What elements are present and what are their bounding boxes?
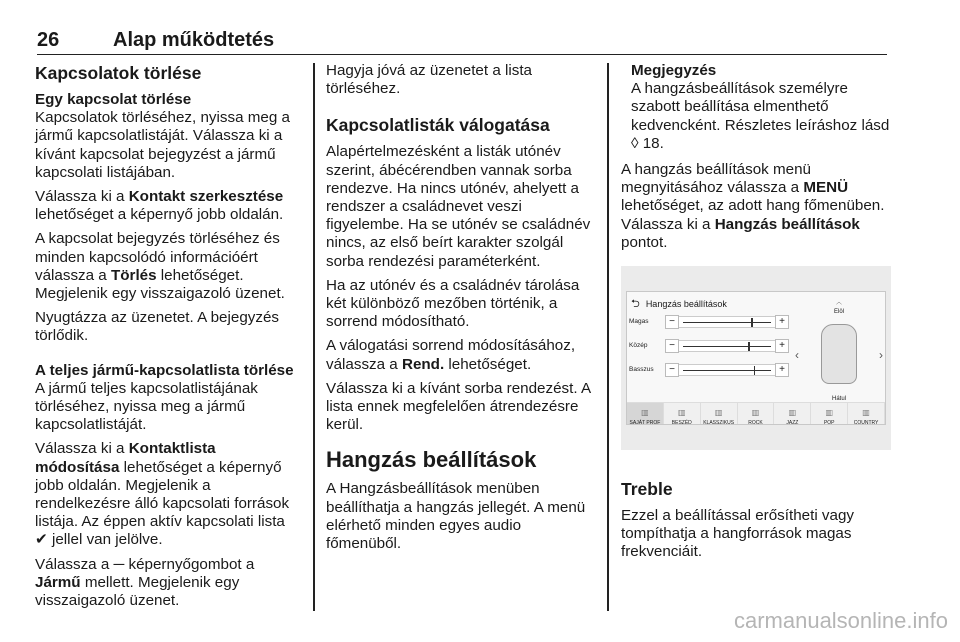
minus-icon: ─ (113, 555, 125, 573)
note-text: A hangzásbeállítások személyre szabott beállítása elmenthető kedvencként. Részletes leíráshoz lásd ◊ 18. (631, 80, 890, 152)
checkmark-icon: ✔ (35, 531, 48, 549)
sound-settings-screenshot (621, 266, 891, 450)
eq-slider-row (629, 338, 789, 354)
balance-fader-panel (793, 294, 885, 412)
section-title: Kapcsolatok törlése (35, 63, 202, 83)
preset-button[interactable]: ▥ SAJÁT PROF (627, 403, 664, 424)
subsection-title: A teljes jármű-kapcsolatlista törlése (35, 361, 294, 379)
chapter-title: Alap működtetés (113, 29, 275, 51)
paragraph: Válassza ki a kívánt sorba rendezést. A lista ennek megfelelően átrendezésre kerül. (326, 379, 591, 434)
column-1 (35, 62, 301, 616)
chevron-right-icon[interactable]: › (879, 348, 883, 363)
paragraph: A Hangzásbeállítások menüben beállíthatja a hangzás jellegét. A menü elérhető minden egyes audio főmenüből. (326, 480, 586, 553)
slider-thumb[interactable] (751, 318, 753, 327)
eq-label: Basszus (629, 365, 654, 373)
car-icon (821, 324, 857, 384)
note-title: Megjegyzés (631, 62, 717, 79)
column-3 (621, 62, 896, 568)
paragraph: Alapértelmezésként a listák utónév szerint, ábécérendben vannak sorba rendezve. Ha nincs utónév, ahelyett a rendszer a családnevet veszi figyelembe. Ha se utónév se családnév nincs, az első beírt karakter szolgál sorba rendezési paraméterként. (326, 143, 591, 270)
eq-slider-row (629, 314, 789, 330)
minus-button[interactable]: − (665, 363, 679, 377)
paragraph: A válogatási sorrend módosításához, válassza a Rend. lehetőséget. (326, 337, 576, 373)
preset-button[interactable]: ▥ ROCK (738, 403, 775, 424)
page-number: 26 (37, 29, 60, 51)
paragraph: Válassza ki a Kontakt szerkesztése lehetőséget a képernyő jobb oldalán. (35, 188, 284, 224)
preset-button[interactable]: ▥ BESZÉD (664, 403, 701, 424)
preset-button[interactable]: ▥ JAZZ (774, 403, 811, 424)
eq-slider-row (629, 362, 789, 378)
paragraph: Hagyja jóvá az üzenetet a lista törléséhez. (326, 62, 532, 98)
front-label: Elöl (833, 309, 844, 316)
eq-label: Közép (629, 341, 648, 349)
eq-slider[interactable] (679, 340, 775, 352)
preset-button[interactable]: ▥ COUNTRY (848, 403, 885, 424)
screen-header (631, 295, 727, 313)
column-divider (313, 63, 315, 611)
chevron-left-icon[interactable]: ‹ (795, 348, 799, 363)
eq-slider[interactable] (679, 316, 775, 328)
paragraph: A kapcsolat bejegyzés törléséhez és minden kapcsolódó információért válassza a Törlés lehetőséget. Megjelenik egy visszaigazoló üzenet. (35, 230, 285, 303)
rear-label: Hátul (831, 396, 846, 403)
plus-button[interactable]: + (775, 339, 789, 353)
paragraph: A jármű teljes kapcsolatlistájának törléséhez, nyissa meg a jármű kapcsolatlistáját. (35, 379, 258, 434)
plus-button[interactable]: + (775, 315, 789, 329)
minus-button[interactable]: − (665, 339, 679, 353)
preset-button[interactable]: ▥ POP (811, 403, 848, 424)
column-2 (326, 62, 596, 559)
screen-title: Hangzás beállítások (645, 299, 727, 310)
page-ref-icon: ◊ (631, 134, 639, 152)
slider-thumb[interactable] (754, 366, 756, 375)
back-icon[interactable]: ⮌ (631, 298, 640, 311)
eq-label: Magas (629, 317, 649, 325)
paragraph: Nyugtázza az üzenetet. A bejegyzés törlődik. (35, 309, 279, 345)
watermark: carmanualsonline.info (733, 608, 948, 633)
note-box (631, 62, 896, 153)
slider-thumb[interactable] (748, 342, 750, 351)
paragraph: Válassza a ─ képernyőgombot a Jármű mellett. Megjelenik egy visszaigazoló üzenet. (35, 555, 255, 610)
paragraph: Kapcsolatok törléséhez, nyissa meg a jármű kapcsolatlistáját. Válassza ki a kívánt kapcsolat bejegyzést a jármű kapcsolati listájában. (35, 109, 290, 181)
section-title: Treble (621, 479, 673, 500)
plus-button[interactable]: + (775, 363, 789, 377)
minus-button[interactable]: − (665, 315, 679, 329)
paragraph: Ha az utónév és a családnév tárolása két különböző mezőben történik, a sorrend módosítható. (326, 276, 580, 331)
section-title: Kapcsolatlisták válogatása (326, 115, 550, 136)
subsection-title: Egy kapcsolat törlése (35, 91, 192, 108)
preset-bar (627, 402, 885, 427)
chapter-heading: Hangzás beállítások (326, 447, 537, 473)
infotainment-screen (626, 291, 886, 425)
paragraph: Válassza ki a Kontaktlista módosítása lehetőséget a képernyő jobb oldalán. Megjelenik a rendelkezésre álló kapcsolati források listája. Az éppen aktív kapcsolati lista ✔ jellel van jelölve. (35, 440, 290, 549)
page-header (37, 29, 887, 55)
chevron-up-icon[interactable]: ︿ (835, 300, 842, 307)
paragraph: A hangzás beállítások menü megnyitásához válassza a MENÜ lehetőséget, az adott hang főmenüben. Válassza ki a Hangzás beállítások pontot. (621, 161, 885, 251)
eq-slider[interactable] (679, 364, 775, 376)
column-divider (607, 63, 609, 611)
preset-button[interactable]: ▥ KLASSZIKUS (701, 403, 738, 424)
paragraph: Ezzel a beállítással erősítheti vagy tompíthatja a hangforrások magas frekvenciáit. (621, 507, 854, 561)
